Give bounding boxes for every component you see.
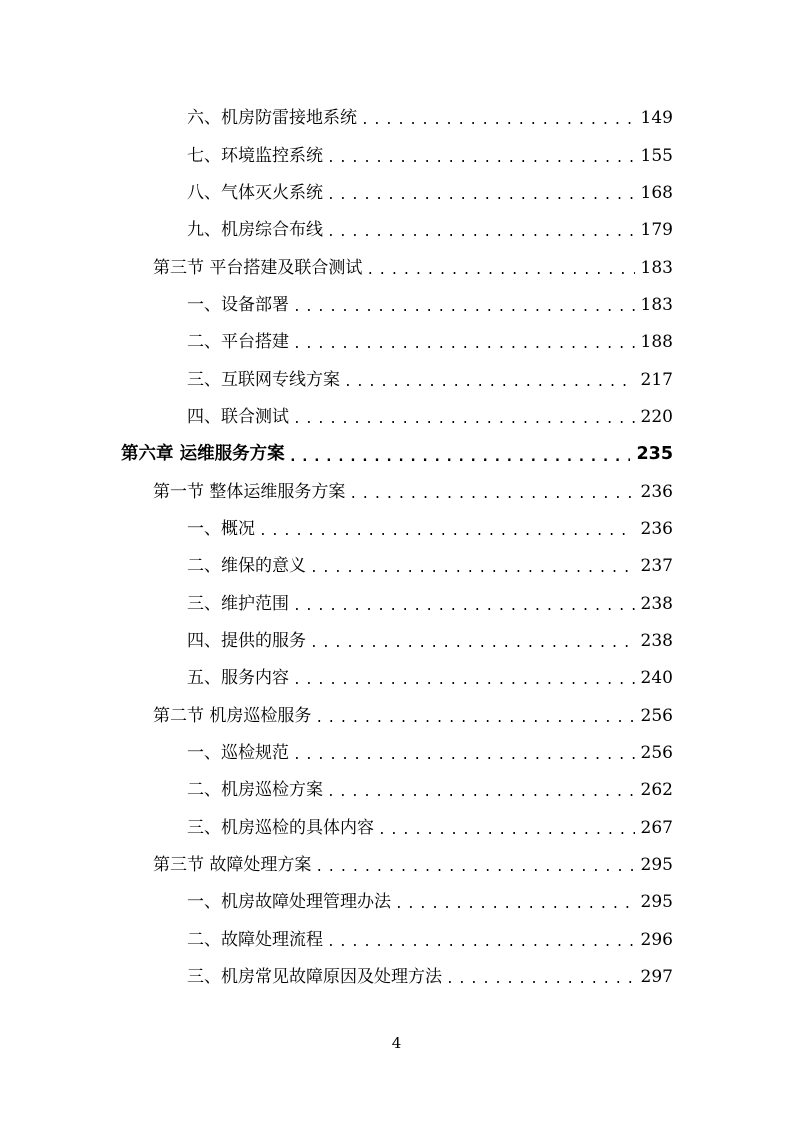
toc-entry[interactable] xyxy=(0,324,793,361)
toc-entry[interactable] xyxy=(0,623,793,660)
toc-entry-title: 四、提供的服务 xyxy=(187,630,306,651)
dot-leader xyxy=(366,264,634,277)
dot-leader xyxy=(289,450,631,464)
toc-entry[interactable] xyxy=(0,810,793,847)
toc-section-entry[interactable] xyxy=(0,249,793,286)
dot-leader xyxy=(293,600,635,613)
toc-entry-page: 238 xyxy=(640,630,673,651)
dot-leader xyxy=(327,786,635,799)
toc-entry[interactable] xyxy=(0,175,793,212)
toc-entry[interactable] xyxy=(0,399,793,436)
toc-entry-page: 217 xyxy=(640,369,673,390)
dot-leader xyxy=(293,413,635,426)
table-of-contents xyxy=(0,100,793,996)
toc-entry[interactable] xyxy=(0,361,793,398)
toc-entry-page: 183 xyxy=(640,257,673,278)
toc-entry[interactable] xyxy=(0,287,793,324)
toc-entry[interactable] xyxy=(0,100,793,137)
toc-entry-page: 295 xyxy=(640,892,673,913)
toc-entry-page: 149 xyxy=(640,108,673,129)
dot-leader xyxy=(327,936,635,949)
toc-entry-title: 二、维保的意义 xyxy=(187,556,306,577)
toc-entry-title: 一、概况 xyxy=(187,518,255,539)
dot-leader xyxy=(361,114,635,127)
dot-leader xyxy=(293,338,635,351)
toc-entry-page: 267 xyxy=(640,817,673,838)
toc-entry-page: 296 xyxy=(640,929,673,950)
toc-entry-title: 九、机房综合布线 xyxy=(187,220,323,241)
toc-entry-page: 188 xyxy=(640,332,673,353)
toc-entry[interactable] xyxy=(0,212,793,249)
dot-leader xyxy=(349,488,634,501)
dot-leader xyxy=(446,973,635,986)
toc-entry-page: 256 xyxy=(640,743,673,764)
toc-entry-title: 四、联合测试 xyxy=(187,406,289,427)
toc-entry-page: 297 xyxy=(640,967,673,988)
dot-leader xyxy=(293,749,635,762)
toc-section-entry[interactable] xyxy=(0,473,793,510)
toc-entry[interactable] xyxy=(0,735,793,772)
dot-leader xyxy=(259,525,635,538)
toc-entry-title: 五、服务内容 xyxy=(187,668,289,689)
dot-leader xyxy=(378,824,635,837)
toc-entry-page: 179 xyxy=(640,220,673,241)
toc-entry-title: 一、巡检规范 xyxy=(187,743,289,764)
toc-entry-page: 262 xyxy=(640,780,673,801)
toc-entry-title: 一、机房故障处理管理办法 xyxy=(187,892,391,913)
page-number: 4 xyxy=(391,1034,402,1052)
toc-entry-title: 三、维护范围 xyxy=(187,593,289,614)
toc-entry-title: 第一节 整体运维服务方案 xyxy=(153,481,346,502)
toc-entry[interactable] xyxy=(0,660,793,697)
dot-leader xyxy=(327,189,635,202)
toc-entry[interactable] xyxy=(0,772,793,809)
dot-leader xyxy=(315,861,634,874)
toc-section-entry[interactable] xyxy=(0,698,793,735)
toc-section-entry[interactable] xyxy=(0,847,793,884)
toc-entry-title: 六、机房防雷接地系统 xyxy=(187,108,357,129)
toc-entry[interactable] xyxy=(0,511,793,548)
toc-entry-title: 八、气体灭火系统 xyxy=(187,182,323,203)
dot-leader xyxy=(327,226,635,239)
toc-entry[interactable] xyxy=(0,922,793,959)
toc-entry-title: 第三节 平台搭建及联合测试 xyxy=(153,257,363,278)
toc-entry-title: 七、环境监控系统 xyxy=(187,145,323,166)
dot-leader xyxy=(293,301,635,314)
toc-entry[interactable] xyxy=(0,959,793,996)
toc-entry[interactable] xyxy=(0,548,793,585)
toc-entry[interactable] xyxy=(0,884,793,921)
toc-entry-page: 155 xyxy=(640,145,673,166)
toc-chapter-entry[interactable] xyxy=(0,436,793,473)
dot-leader xyxy=(327,152,635,165)
toc-entry-title: 三、机房常见故障原因及处理方法 xyxy=(187,967,442,988)
toc-entry-page: 256 xyxy=(640,705,673,726)
toc-entry-page: 168 xyxy=(640,182,673,203)
toc-entry[interactable] xyxy=(0,137,793,174)
dot-leader xyxy=(293,674,635,687)
toc-entry[interactable] xyxy=(0,585,793,622)
toc-entry-page: 183 xyxy=(640,294,673,315)
toc-entry-title: 二、故障处理流程 xyxy=(187,929,323,950)
toc-entry-title: 一、设备部署 xyxy=(187,294,289,315)
toc-entry-title: 二、机房巡检方案 xyxy=(187,780,323,801)
toc-entry-title: 三、互联网专线方案 xyxy=(187,369,340,390)
dot-leader xyxy=(310,637,635,650)
toc-entry-page: 240 xyxy=(640,668,673,689)
toc-entry-title: 三、机房巡检的具体内容 xyxy=(187,817,374,838)
toc-entry-title: 第三节 故障处理方案 xyxy=(153,855,312,876)
toc-entry-title: 第六章 运维服务方案 xyxy=(121,444,285,465)
dot-leader xyxy=(344,376,635,389)
dot-leader xyxy=(395,898,635,911)
toc-entry-title: 第二节 机房巡检服务 xyxy=(153,705,312,726)
toc-entry-page: 236 xyxy=(640,481,673,502)
toc-entry-page: 237 xyxy=(640,556,673,577)
toc-entry-page: 220 xyxy=(640,406,673,427)
toc-entry-page: 295 xyxy=(640,855,673,876)
toc-entry-page: 235 xyxy=(636,444,673,465)
dot-leader xyxy=(315,712,634,725)
toc-entry-page: 236 xyxy=(640,518,673,539)
dot-leader xyxy=(310,562,635,575)
toc-entry-page: 238 xyxy=(640,593,673,614)
toc-entry-title: 二、平台搭建 xyxy=(187,332,289,353)
